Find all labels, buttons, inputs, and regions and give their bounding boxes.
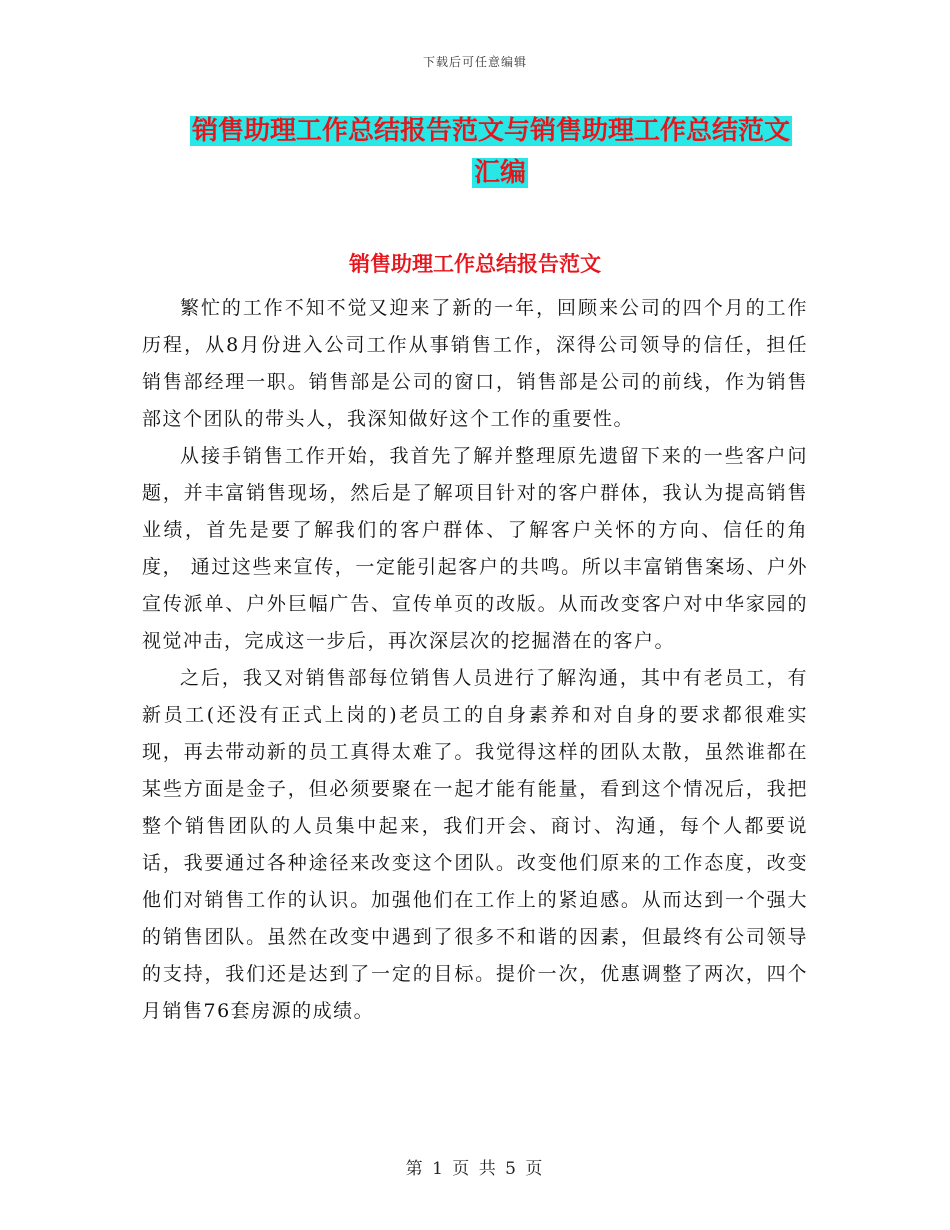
page-number: 第 1 页 共 5 页 <box>405 1159 545 1179</box>
header-note: 下载后可任意编辑 <box>422 55 527 69</box>
document-title <box>190 110 810 194</box>
section-title: 销售助理工作总结报告范文 <box>349 252 601 276</box>
paragraph-3: 之后，我又对销售部每位销售人员进行了解沟通，其中有老员工，有新员工(还没有正式上岗的)老员工的自身素养和对自身的要求都很难实现，再去带动新的员工真得太难了。我觉得这样的团队太散，虽然谁都在某些方面是金子，但必须要聚在一起才能有能量，看到这个情况后，我把整个销售团队的人员集中起来，我们开会、商讨、沟通，每个人都要说话，我要通过各种途径来改变这个团队。改变他们原来的工作态度，改变他们对销售工作的认识。加强他们在工作上的紧迫感。从而达到一个强大的销售团队。虽然在改变中遇到了很多不和谐的因素，但最终有公司领导的支持，我们还是达到了一定的目标。提价一次，优惠调整了两次，四个月销售76套房源的成绩。 <box>142 667 808 1022</box>
document-body <box>142 290 808 1030</box>
document-title-line-2: 汇编 <box>473 158 526 188</box>
paragraph-2: 从接手销售工作开始，我首先了解并整理原先遗留下来的一些客户问题，并丰富销售现场，然后是了解项目针对的客户群体，我认为提高销售业绩，首先是要了解我们的客户群体、了解客户关怀的方向、信任的角度， 通过这些来宣传，一定能引起客户的共鸣。所以丰富销售案场、户外宣传派单、户外巨幅广告、宣传单页的改版。从而改变客户对中华家园的视觉冲击，完成这一步后，再次深层次的挖掘潜在的客户。 <box>142 445 808 652</box>
paragraph-1: 繁忙的工作不知不觉又迎来了新的一年，回顾来公司的四个月的工作历程，从8月份进入公司工作从事销售工作，深得公司领导的信任，担任销售部经理一职。销售部是公司的窗口，销售部是公司的前线，作为销售部这个团队的带头人，我深知做好这个工作的重要性。 <box>142 297 808 430</box>
document-title-line-1: 销售助理工作总结报告范文与销售助理工作总结范文 <box>192 116 791 146</box>
